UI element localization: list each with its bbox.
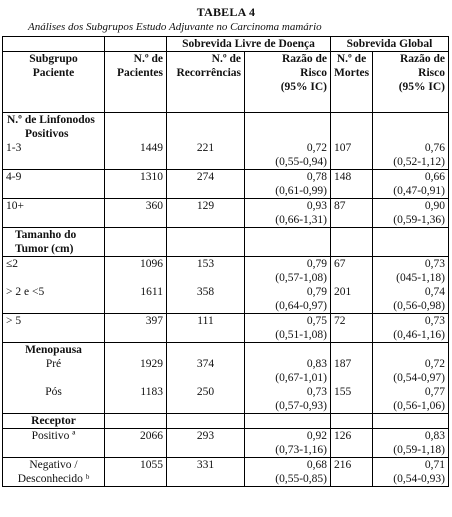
empty-cell [373,113,449,142]
ci-value: (0,64-0,97) [275,300,328,312]
ratio-value: 0,72 [306,142,328,154]
subgroup-table [2,36,449,487]
risk-ratio-cell [245,141,331,170]
global-risk-cell [373,141,449,170]
deaths-cell: 87 [331,199,373,228]
gci-value: (0,56-0,98) [393,300,446,312]
row-label: Positivo ª [3,429,105,458]
patients-cell: 1055 [105,458,167,487]
patients-cell: 360 [105,199,167,228]
header-subgroup [3,52,105,113]
empty-cell [167,113,245,142]
row-label-line1: Negativo / [29,459,78,471]
empty-cell [245,228,331,257]
risk-ratio-cell [245,458,331,487]
global-risk-cell [373,285,449,314]
patients-cell: 1096 [105,257,167,286]
empty-cell [105,343,167,358]
table-row [3,458,449,487]
section-row-receptor [3,414,449,429]
table-subtitle: Análises dos Subgrupos Estudo Adjuvante no Carcinoma mamário [28,21,322,33]
gratio-value: 0,73 [424,315,446,327]
risk-ratio-cell [245,385,331,414]
empty-cell [167,414,245,429]
deaths-cell: 126 [331,429,373,458]
ratio-value: 0,75 [306,315,328,327]
ratio-value: 0,79 [306,286,328,298]
row-label: 1-3 [3,141,105,170]
gci-value: (0,54-0,97) [393,372,446,384]
section-row-menopause [3,343,449,358]
header-ratio-line3: (95% IC) [280,81,328,93]
row-label: 4-9 [3,170,105,199]
patients-cell: 1310 [105,170,167,199]
header-patients [105,52,167,113]
recurrences-cell: 274 [167,170,245,199]
ci-value: (0,61-0,99) [275,185,328,197]
gci-value: (0,52-1,12) [393,156,446,168]
patients-cell: 1929 [105,357,167,385]
gratio-value: 0,83 [424,430,446,442]
gratio-value: 0,77 [424,386,446,398]
header-subgroup-line1: Subgrupo [29,53,78,65]
header-gratio-line2: Risco [418,67,446,79]
global-risk-cell [373,170,449,199]
empty-cell [245,113,331,142]
header-patients-line1: N.º de [133,53,163,65]
global-risk-cell [373,458,449,487]
deaths-cell: 187 [331,357,373,385]
section-lymph-line1: N.º de Linfonodos [7,114,95,126]
table-row [3,385,449,414]
row-label: > 2 e <5 [3,285,105,314]
group-header-blank [3,37,105,52]
gci-value: (0,56-1,06) [393,400,446,412]
header-risk-ratio-global [373,52,449,113]
section-row-lymph [3,113,449,142]
header-recur-line2: Recorrências [176,67,241,79]
deaths-cell: 155 [331,385,373,414]
deaths-cell: 72 [331,314,373,343]
table-row [3,257,449,286]
ratio-value: 0,93 [306,200,328,212]
recurrences-cell: 111 [167,314,245,343]
ci-value: (0,66-1,31) [275,214,328,226]
header-ratio-line1: Razão de [281,53,328,65]
group-header-blank [105,37,167,52]
gratio-value: 0,66 [424,171,446,183]
empty-cell [105,228,167,257]
ci-value: (0,57-1,08) [275,272,328,284]
title-block [0,5,452,33]
table-row [3,170,449,199]
empty-cell [331,113,373,142]
patients-cell: 2066 [105,429,167,458]
ci-value: (0,55-0,94) [275,156,328,168]
empty-cell [167,228,245,257]
ratio-value: 0,68 [306,459,328,471]
patients-cell: 1611 [105,285,167,314]
group-header-global: Sobrevida Global [331,37,449,52]
gratio-value: 0,72 [424,358,446,370]
global-risk-cell [373,257,449,286]
risk-ratio-cell [245,429,331,458]
deaths-cell: 107 [331,141,373,170]
empty-cell [245,414,331,429]
global-risk-cell [373,314,449,343]
empty-cell [373,228,449,257]
gratio-value: 0,90 [424,200,446,212]
patients-cell: 1183 [105,385,167,414]
risk-ratio-cell [245,314,331,343]
header-gratio-line3: (95% IC) [398,81,446,93]
table-title: TABELA 4 [196,5,256,19]
header-recurrences [167,52,245,113]
gci-value: (045-1,18) [396,272,446,284]
recurrences-cell: 250 [167,385,245,414]
deaths-cell: 201 [331,285,373,314]
header-recur-line1: N.º de [211,53,241,65]
header-subgroup-line2: Paciente [32,67,75,79]
gratio-value: 0,74 [424,286,446,298]
row-label-line2: Desconhecido ᵇ [17,473,90,485]
recurrences-cell: 129 [167,199,245,228]
patients-cell: 1449 [105,141,167,170]
empty-cell [373,414,449,429]
risk-ratio-cell [245,199,331,228]
row-label: 10+ [3,199,105,228]
empty-cell [331,414,373,429]
risk-ratio-cell [245,285,331,314]
risk-ratio-cell [245,357,331,385]
empty-cell [245,343,331,358]
section-label-tumor [3,228,105,257]
table-row [3,285,449,314]
section-label-lymph [3,113,105,142]
ci-value: (0,55-0,85) [275,473,328,485]
header-ratio-line2: Risco [300,67,328,79]
group-header-row [3,37,449,52]
row-label [3,458,105,487]
section-tumor-line2: Tumor (cm) [15,243,74,255]
header-deaths [331,52,373,113]
empty-cell [331,343,373,358]
table-row [3,199,449,228]
global-risk-cell [373,385,449,414]
section-label-menopause: Menopausa [3,343,105,358]
global-risk-cell [373,357,449,385]
gratio-value: 0,73 [424,258,446,270]
ci-value: (0,67-1,01) [275,372,328,384]
row-label: Pré [3,357,105,385]
column-header-row [3,52,449,113]
table-row [3,314,449,343]
recurrences-cell: 374 [167,357,245,385]
table-row [3,357,449,385]
deaths-cell: 216 [331,458,373,487]
section-row-tumor [3,228,449,257]
group-header-free: Sobrevida Livre de Doença [167,37,331,52]
empty-cell [331,228,373,257]
empty-cell [167,343,245,358]
gci-value: (0,47-0,91) [393,185,446,197]
global-risk-cell [373,429,449,458]
table-row [3,429,449,458]
gci-value: (0,59-1,18) [393,444,446,456]
header-risk-ratio-free [245,52,331,113]
ratio-value: 0,79 [306,258,328,270]
section-lymph-line2: Positivos [25,128,69,140]
row-label: ≤2 [3,257,105,286]
header-gratio-line1: Razão de [399,53,446,65]
recurrences-cell: 331 [167,458,245,487]
global-risk-cell [373,199,449,228]
empty-cell [373,343,449,358]
recurrences-cell: 221 [167,141,245,170]
recurrences-cell: 358 [167,285,245,314]
ci-value: (0,73-1,16) [275,444,328,456]
section-tumor-line1: Tamanho do [15,229,77,241]
risk-ratio-cell [245,257,331,286]
ci-value: (0,57-0,93) [275,400,328,412]
deaths-cell: 148 [331,170,373,199]
header-patients-line2: Pacientes [117,67,163,79]
deaths-cell: 67 [331,257,373,286]
empty-cell [105,113,167,142]
ci-value: (0,51-1,08) [275,329,328,341]
empty-cell [105,414,167,429]
recurrences-cell: 293 [167,429,245,458]
gratio-value: 0,71 [424,459,446,471]
recurrences-cell: 153 [167,257,245,286]
ratio-value: 0,92 [306,430,328,442]
header-deaths-line2: Mortes [334,67,370,79]
section-label-receptor: Receptor [3,414,105,429]
risk-ratio-cell [245,170,331,199]
header-deaths-line1: N.º de [336,53,367,65]
gratio-value: 0,76 [424,142,446,154]
row-label: > 5 [3,314,105,343]
gci-value: (0,59-1,36) [393,214,446,226]
ratio-value: 0,78 [306,171,328,183]
ratio-value: 0,73 [306,386,328,398]
row-label: Pós [3,385,105,414]
gci-value: (0,46-1,16) [393,329,446,341]
gci-value: (0,54-0,93) [393,473,446,485]
patients-cell: 397 [105,314,167,343]
ratio-value: 0,83 [306,358,328,370]
table-row [3,141,449,170]
